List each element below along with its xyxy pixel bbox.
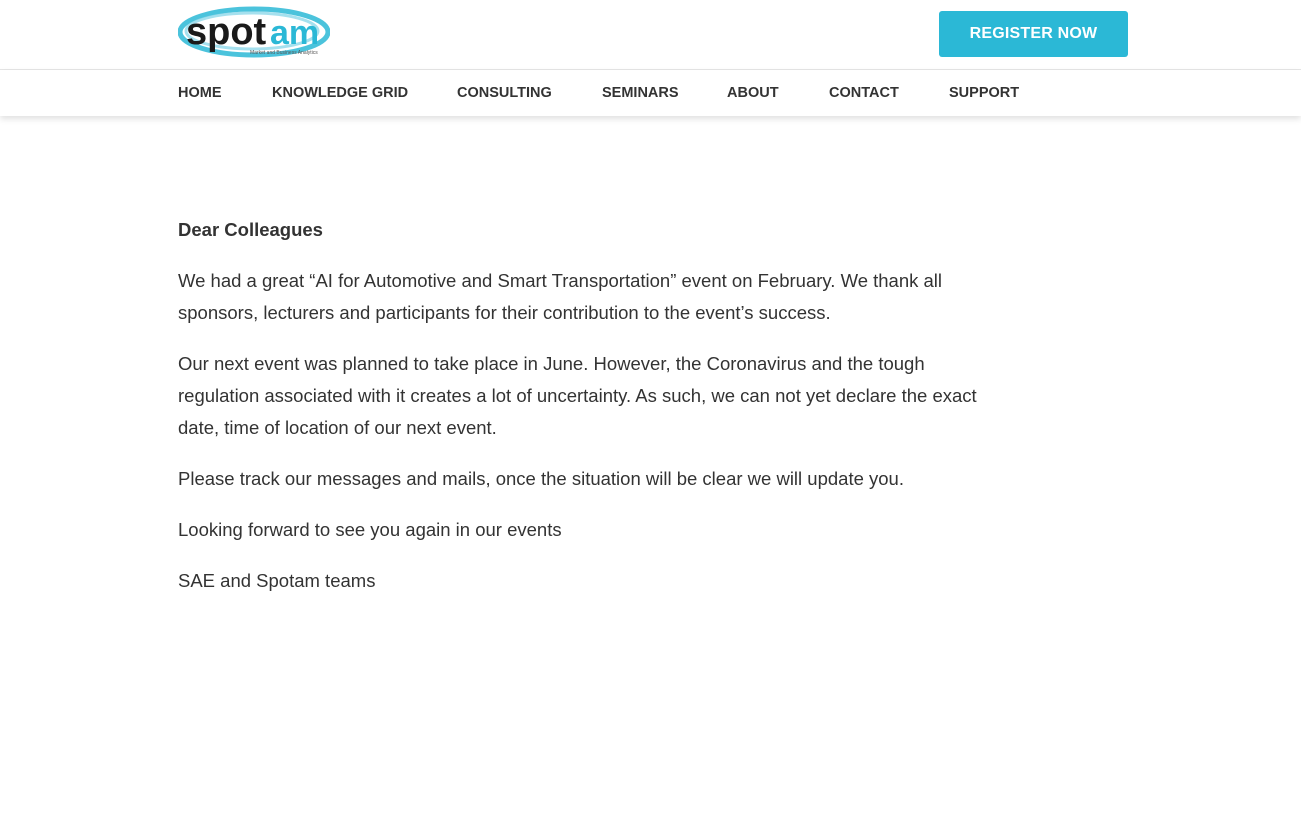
article-signature: SAE and Spotam teams (178, 570, 376, 591)
article-greeting: Dear Colleagues (178, 219, 323, 240)
logo-tagline: Market and Business Analytics (250, 50, 318, 56)
nav-item-knowledge-grid[interactable]: KNOWLEDGE GRID (272, 85, 409, 101)
register-now-button[interactable]: REGISTER NOW (939, 11, 1128, 57)
nav-item-support[interactable]: SUPPORT (949, 85, 1020, 101)
nav-item-about[interactable]: ABOUT (727, 85, 779, 101)
main-nav (0, 70, 1301, 116)
logo-wordmark-spot: spot (186, 11, 267, 53)
article-paragraph: Our next event was planned to take place in June. However, the Coronavirus and the tough regulation associated with it creates a lot of uncertainty. As such, we can not yet declare the exact date, time of location of our next event. (178, 353, 977, 438)
nav-item-seminars[interactable]: SEMINARS (602, 85, 679, 101)
article-body (178, 214, 983, 616)
article-paragraph: Looking forward to see you again in our events (178, 519, 562, 540)
logo-wordmark-am: am (270, 14, 320, 52)
nav-item-home[interactable]: HOME (178, 85, 222, 101)
article-paragraph: We had a great “AI for Automotive and Smart Transportation” event on February. We thank all sponsors, lecturers and participants for their contribution to the event’s success. (178, 270, 943, 323)
nav-item-contact[interactable]: CONTACT (829, 85, 899, 101)
spotam-logo[interactable] (178, 6, 330, 58)
article-paragraph: Please track our messages and mails, once the situation will be clear we will update you. (178, 468, 904, 489)
top-header (0, 0, 1301, 70)
nav-item-consulting[interactable]: CONSULTING (457, 85, 552, 101)
logo-graphic (178, 6, 330, 58)
